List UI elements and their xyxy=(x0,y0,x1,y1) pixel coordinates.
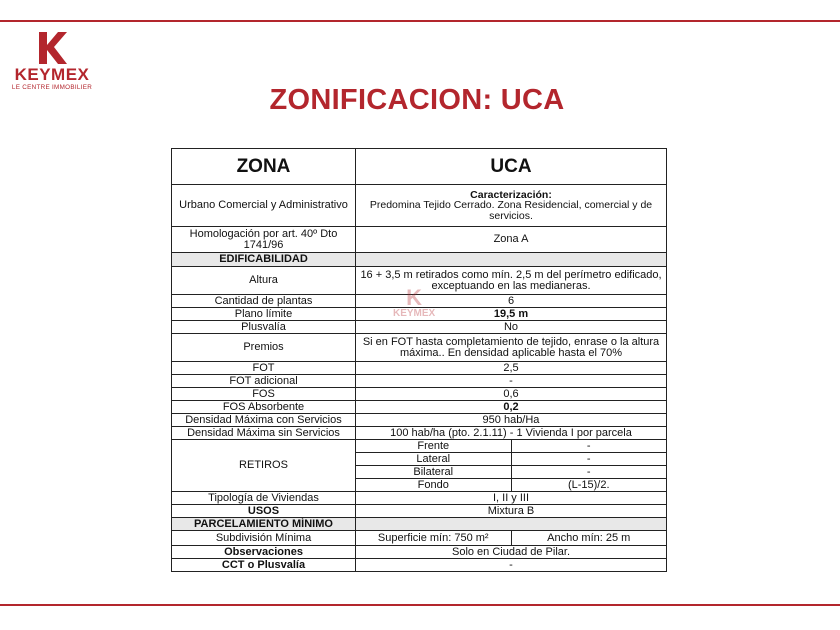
table-row xyxy=(172,227,667,253)
row-value: 950 hab/Ha xyxy=(356,414,667,427)
table-row xyxy=(172,505,667,518)
row-label: FOS xyxy=(172,388,356,401)
row-value: 0,6 xyxy=(356,388,667,401)
row-value: 6 xyxy=(356,295,667,308)
row-value: 100 hab/ha (pto. 2.1.11) - 1 Vivienda I por parcela xyxy=(356,427,667,440)
row-value: No xyxy=(356,321,667,334)
table-row xyxy=(172,388,667,401)
row-value: Mixtura B xyxy=(356,505,667,518)
row-label: Plano límite xyxy=(172,308,356,321)
row-value: Si en FOT hasta completamiento de tejido, enrase o la altura máxima.. En densidad aplicable hasta el 70% xyxy=(356,334,667,362)
row-label: Premios xyxy=(172,334,356,362)
row-label: FOT xyxy=(172,362,356,375)
logo-name: KEYMEX xyxy=(14,65,90,84)
table-row xyxy=(172,546,667,559)
top-rule xyxy=(0,20,840,22)
row-value: 0,2 xyxy=(356,401,667,414)
table-row xyxy=(172,267,667,295)
row-value: Solo en Ciudad de Pilar. xyxy=(356,546,667,559)
row-label: FOT adicional xyxy=(172,375,356,388)
retiro-value: - xyxy=(511,466,667,479)
table-row xyxy=(172,559,667,572)
row-label: Subdivisión Mínima xyxy=(172,531,356,546)
caracterizacion-cell xyxy=(356,185,667,227)
table-row xyxy=(172,375,667,388)
zoning-table xyxy=(171,148,667,572)
k-logo-icon xyxy=(35,30,69,66)
row-label: Densidad Máxima con Servicios xyxy=(172,414,356,427)
row-label: USOS xyxy=(172,505,356,518)
table-row xyxy=(172,308,667,321)
row-label: Observaciones xyxy=(172,546,356,559)
row-label: FOS Absorbente xyxy=(172,401,356,414)
table-row xyxy=(172,321,667,334)
table-row xyxy=(172,401,667,414)
table-header-row xyxy=(172,149,667,185)
zoning-document xyxy=(171,148,667,580)
table-row xyxy=(172,427,667,440)
section-row xyxy=(172,253,667,267)
row-value: - xyxy=(356,375,667,388)
subdivision-superficie: Superficie mín: 750 m² xyxy=(356,531,512,546)
row-label: Homologación por art. 40º Dto 1741/96 xyxy=(172,227,356,253)
section-empty xyxy=(356,253,667,267)
row-value: - xyxy=(356,559,667,572)
keymex-logo xyxy=(6,30,98,92)
retiro-value: (L-15)/2. xyxy=(511,479,667,492)
row-value: Zona A xyxy=(356,227,667,253)
logo-tagline: LE CENTRE IMMOBILIER xyxy=(11,84,93,91)
section-edificabilidad: EDIFICABILIDAD xyxy=(172,253,356,267)
retiro-name: Frente xyxy=(356,440,512,453)
retiro-name: Fondo xyxy=(356,479,512,492)
row-label: Altura xyxy=(172,267,356,295)
subdivision-ancho: Ancho mín: 25 m xyxy=(511,531,667,546)
row-value: 2,5 xyxy=(356,362,667,375)
retiro-name: Bilateral xyxy=(356,466,512,479)
retiros-row xyxy=(172,440,667,453)
row-label: Plusvalía xyxy=(172,321,356,334)
row-label: Tipología de Viviendas xyxy=(172,492,356,505)
retiros-label: RETIROS xyxy=(172,440,356,492)
row-label: CCT o Plusvalía xyxy=(172,559,356,572)
retiro-value: - xyxy=(511,453,667,466)
table-row xyxy=(172,531,667,546)
retiro-value: - xyxy=(511,440,667,453)
header-uca: UCA xyxy=(356,149,667,185)
section-row xyxy=(172,518,667,531)
row-label: Densidad Máxima sin Servicios xyxy=(172,427,356,440)
row-value: I, II y III xyxy=(356,492,667,505)
row-label: Cantidad de plantas xyxy=(172,295,356,308)
header-zona: ZONA xyxy=(172,149,356,185)
table-row xyxy=(172,492,667,505)
row-value: 16 + 3,5 m retirados como mín. 2,5 m del perímetro edificado, exceptuando en las medianeras. xyxy=(356,267,667,295)
table-row xyxy=(172,414,667,427)
caracterizacion-text: Predomina Tejido Cerrado. Zona Residencial, comercial y de servicios. xyxy=(369,199,653,222)
watermark-text: KEYMEX xyxy=(393,308,436,319)
retiro-name: Lateral xyxy=(356,453,512,466)
section-parcelamiento: PARCELAMIENTO MÍNIMO xyxy=(172,518,356,531)
table-row xyxy=(172,185,667,227)
bottom-rule xyxy=(0,604,840,606)
section-empty xyxy=(356,518,667,531)
row-value: 19,5 m xyxy=(356,308,667,321)
table-row xyxy=(172,295,667,308)
table-row xyxy=(172,334,667,362)
table-row xyxy=(172,362,667,375)
watermark-letter: K xyxy=(406,285,423,310)
caracterizacion-title: Caracterización: xyxy=(470,188,552,201)
row-label: Urbano Comercial y Administrativo xyxy=(172,185,356,227)
page-title: ZONIFICACION: UCA xyxy=(269,84,565,116)
